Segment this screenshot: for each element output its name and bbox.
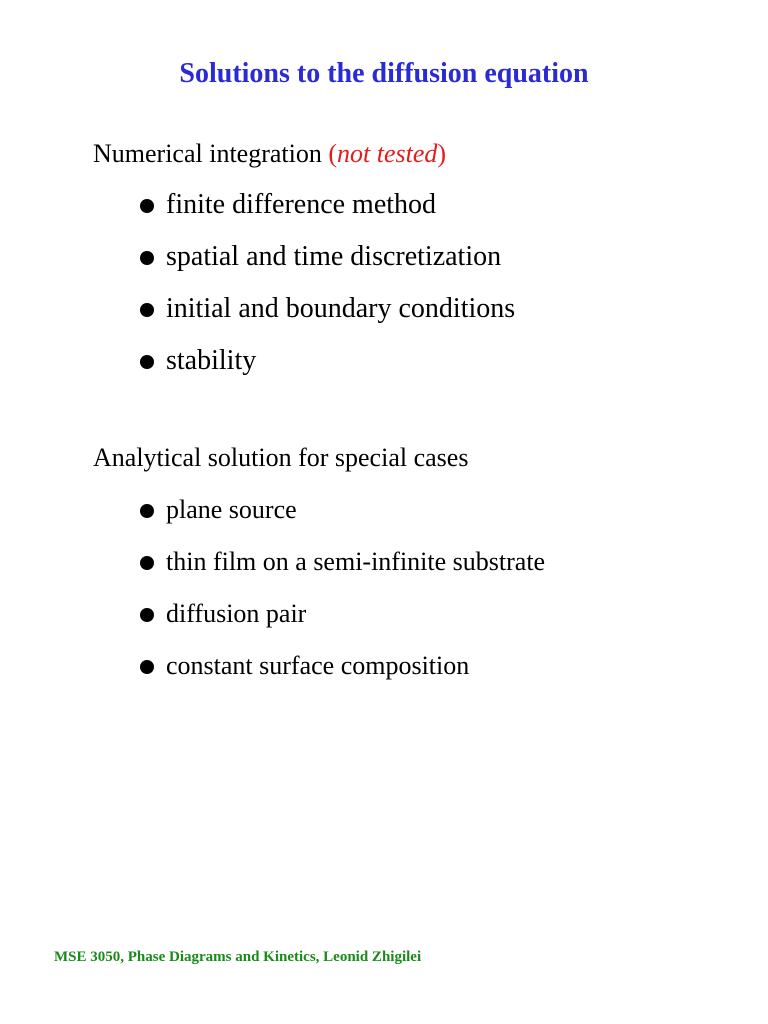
- list-item: [138, 187, 515, 239]
- list-item: [138, 343, 515, 395]
- list-item: [138, 545, 545, 597]
- analytical-solution-heading: Analytical solution for special cases: [93, 443, 469, 472]
- not-tested-note: [328, 139, 446, 168]
- list-item: [138, 493, 545, 545]
- list-item: [138, 291, 515, 343]
- numerical-bullet-list: [138, 187, 515, 395]
- bullet-icon: [140, 251, 154, 265]
- numerical-integration-heading: [93, 139, 446, 169]
- bullet-icon: [140, 660, 154, 674]
- list-item: [138, 597, 545, 649]
- list-item-text: initial and boundary conditions: [166, 293, 516, 324]
- list-item-text: plane source: [166, 495, 297, 524]
- analytical-bullet-list: [138, 493, 545, 701]
- bullet-icon: [140, 355, 154, 369]
- list-item-text: constant surface composition: [166, 651, 470, 680]
- list-item-text: spatial and time discretization: [166, 241, 502, 272]
- list-item-text: thin film on a semi-infinite substrate: [166, 547, 546, 576]
- bullet-icon: [140, 303, 154, 317]
- bullet-icon: [140, 199, 154, 213]
- numerical-heading-text: Numerical integration: [93, 139, 322, 168]
- note-close-paren: ): [437, 139, 447, 168]
- page-title: Solutions to the diffusion equation: [179, 58, 589, 89]
- note-text: not tested: [337, 139, 438, 168]
- list-item-text: diffusion pair: [166, 599, 307, 628]
- list-item: [138, 649, 545, 701]
- bullet-icon: [140, 556, 154, 570]
- list-item-text: finite difference method: [166, 189, 437, 220]
- bullet-icon: [140, 504, 154, 518]
- note-open-paren: (: [328, 139, 338, 168]
- list-item: [138, 239, 515, 291]
- footer-course-credit: MSE 3050, Phase Diagrams and Kinetics, Leonid Zhigilei: [54, 949, 422, 965]
- bullet-icon: [140, 608, 154, 622]
- list-item-text: stability: [166, 345, 257, 376]
